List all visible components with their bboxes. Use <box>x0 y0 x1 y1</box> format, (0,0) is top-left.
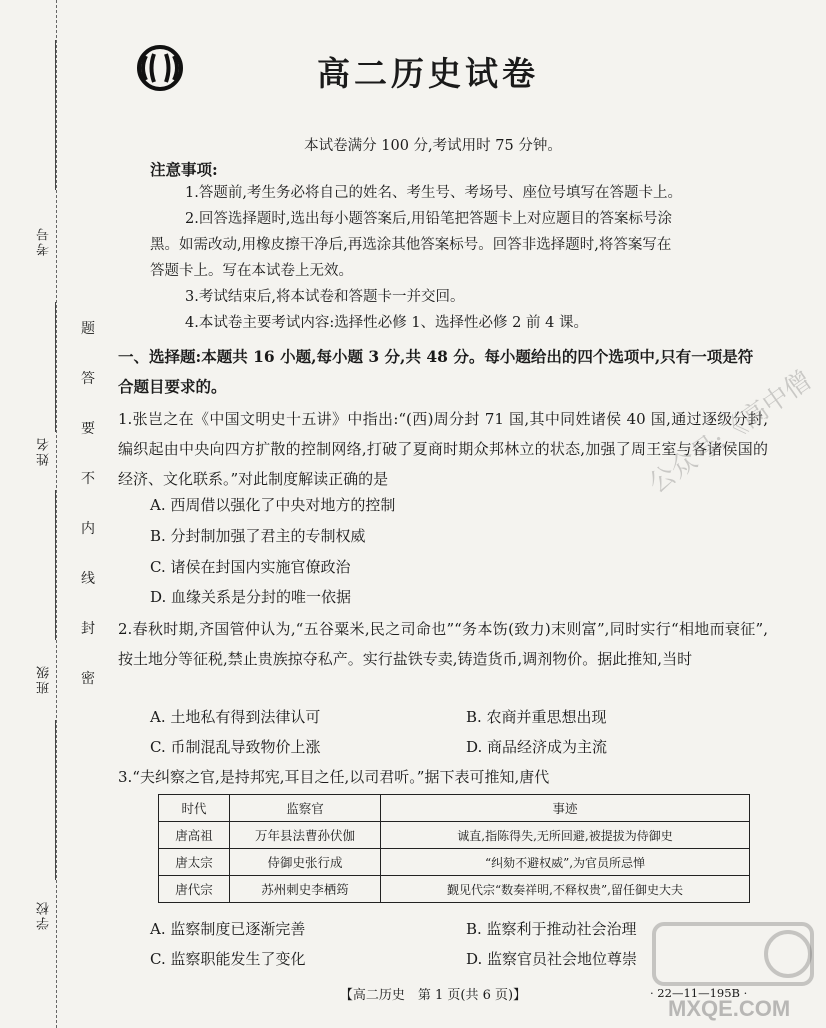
page-footer: 【高二历史 第 1 页(共 6 页)】 <box>339 988 527 1003</box>
notice-item: 答题卡上。写在本试卷上无效。 <box>150 263 353 279</box>
seal-char: 密 <box>81 671 95 687</box>
q3-option-a[interactable]: A. 监察制度已逐渐完善 <box>150 920 306 938</box>
table-cell: “纠劾不避权威”,为官员所忌惮 <box>381 849 750 876</box>
table-cell: 唐太宗 <box>159 849 230 876</box>
school-write-line <box>55 720 56 880</box>
q2-option-a[interactable]: A. 土地私有得到法律认可 <box>150 708 321 726</box>
table-cell: 诚直,指陈得失,无所回避,被提拔为侍御史 <box>381 822 750 849</box>
notice-item: 1.答题前,考生务必将自己的姓名、考生号、考场号、座位号填写在答题卡上。 <box>185 185 682 201</box>
section-title: 一、选择题:本题共 16 小题,每小题 3 分,共 48 分。每小题给出的四个选项中,只有一项是符合题目要求的。 <box>118 347 754 396</box>
table-cell: 侍御史张行成 <box>230 849 381 876</box>
class-write-line <box>55 490 56 640</box>
table-row <box>159 822 750 849</box>
notice-item: 4.本试卷主要考试内容:选择性必修 1、选择性必修 2 前 4 课。 <box>185 315 588 331</box>
seal-char: 答 <box>81 371 95 387</box>
q1-option-d[interactable]: D. 血缘关系是分封的唯一依据 <box>150 588 352 606</box>
seal-char: 要 <box>81 421 95 437</box>
q3-option-d[interactable]: D. 监察官员社会地位尊崇 <box>466 950 638 968</box>
name-write-line <box>55 302 56 432</box>
table-row <box>159 876 750 903</box>
notice-item: 黑。如需改动,用橡皮擦干净后,再选涂其他答案标号。回答非选择题时,将答案写在 <box>150 237 672 253</box>
table-header-cell: 时代 <box>159 795 230 822</box>
watermark-stamp-icon <box>648 916 818 1026</box>
q1-option-b[interactable]: B. 分封制加强了君主的专制权威 <box>150 527 366 545</box>
seal-char: 内 <box>81 521 95 537</box>
kaohao-label: 考号 <box>37 226 52 256</box>
q2-option-b[interactable]: B. 农商并重思想出现 <box>466 708 607 726</box>
table-header-row <box>159 795 750 822</box>
table-header-cell: 事迹 <box>381 795 750 822</box>
watermark-text: 公众号:《高中僧 <box>643 365 817 500</box>
question-3-stem: 3.“夫纠察之官,是持邦宪,耳目之任,以司君听。”据下表可推知,唐代 <box>118 768 550 786</box>
name-label: 姓名 <box>37 436 52 466</box>
q3-option-c[interactable]: C. 监察职能发生了变化 <box>150 950 306 968</box>
notice-heading: 注意事项: <box>150 160 218 179</box>
question-3-table <box>158 794 750 903</box>
question-1-stem: 1.张岂之在《中国文明史十五讲》中指出:“(西)周分封 71 国,其中同姓诸侯 40 国,通过逐级分封,编织起由中央向四方扩散的控制网络,打破了夏商时期众邦林立的状态,加强了周王室与各诸侯国的经济、文化联系。”对此制度解读正确的是 <box>118 410 768 488</box>
notice-item: 2.回答选择题时,选出每小题答案后,用铅笔把答题卡上对应题目的答案标号涂 <box>185 211 673 227</box>
school-label: 学校 <box>37 900 52 930</box>
class-label: 班级 <box>37 664 52 694</box>
notice-item: 3.考试结束后,将本试卷和答题卡一并交回。 <box>185 289 465 305</box>
table-cell: 觐见代宗“数奏祥明,不释权贵”,留任御史大夫 <box>381 876 750 903</box>
seal-char: 题 <box>81 321 95 337</box>
table-header-cell: 监察官 <box>230 795 381 822</box>
q1-option-c[interactable]: C. 诸侯在封国内实施官僚政治 <box>150 558 351 576</box>
table-cell: 万年县法曹孙伏伽 <box>230 822 381 849</box>
table-cell: 唐高祖 <box>159 822 230 849</box>
seal-char: 线 <box>81 571 95 587</box>
seal-char: 封 <box>81 621 95 637</box>
q2-option-d[interactable]: D. 商品经济成为主流 <box>466 738 608 756</box>
exam-code: · 22—11—195B · <box>650 986 748 1000</box>
watermark-stamp-label: MXQE.COM <box>668 996 791 1021</box>
exam-title: 高二历史试卷 <box>317 54 539 93</box>
exam-subtitle: 本试卷满分 100 分,考试用时 75 分钟。 <box>304 138 562 154</box>
q1-option-a[interactable]: A. 西周借以强化了中央对地方的控制 <box>150 496 396 514</box>
q2-option-c[interactable]: C. 币制混乱导致物价上涨 <box>150 738 321 756</box>
table-cell: 唐代宗 <box>159 876 230 903</box>
question-2-stem: 2.春秋时期,齐国管仲认为,“五谷粟米,民之司命也”“务本饬(致力)末则富”,同时实行“相地而衰征”,按土地分等征税,禁止贵族掠夺私产。实行盐铁专卖,铸造货币,调剂物价。据此推知,当时 <box>118 620 768 668</box>
table-cell: 苏州刺史李栖筠 <box>230 876 381 903</box>
seal-char: 不 <box>81 471 95 487</box>
q3-option-b[interactable]: B. 监察利于推动社会治理 <box>466 920 637 938</box>
table-row <box>159 849 750 876</box>
